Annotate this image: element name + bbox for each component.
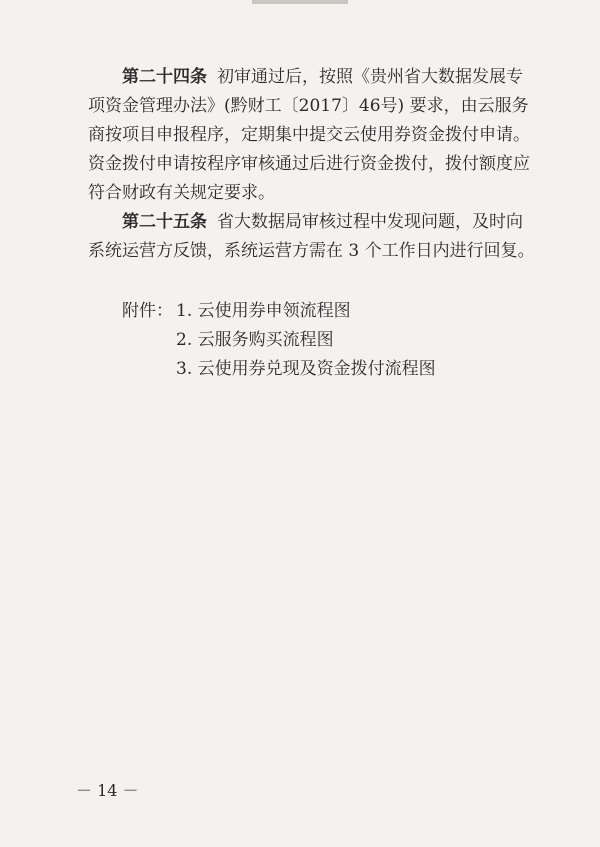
- article-24-line-3: 商按项目申报程序，定期集中提交云使用券资金拨付申请。: [88, 125, 530, 145]
- attachments-label: 附件：: [122, 301, 173, 321]
- article-24: [88, 63, 528, 208]
- attachment-item: 3. 云使用券兑现及资金拨付流程图: [176, 359, 436, 379]
- article-24-line-2: 项资金管理办法》(黔财工〔2017〕46号) 要求，由云服务: [88, 96, 529, 116]
- article-24-line-5: 符合财政有关规定要求。: [88, 183, 275, 203]
- attachment-item: 附件： 1. 云使用券申领流程图: [122, 297, 436, 326]
- attachments-list: [122, 297, 436, 384]
- article-24-line-1: 第二十四条 初审通过后，按照《贵州省大数据发展专: [122, 67, 523, 87]
- article-24-number: 第二十四条: [122, 67, 207, 87]
- article-25-number: 第二十五条: [122, 212, 207, 232]
- article-25-line-2: 系统运营方反馈，系统运营方需在 3 个工作日内进行回复。: [88, 241, 535, 261]
- attachment-item: 2. 云服务购买流程图: [176, 330, 334, 350]
- article-25-line-1: 第二十五条 省大数据局审核过程中发现问题，及时向: [122, 212, 523, 232]
- scan-edge-mark: [252, 0, 348, 4]
- article-25: [88, 208, 535, 266]
- article-24-line-4: 资金拨付申请按程序审核通过后进行资金拨付，拨付额度应: [88, 154, 530, 174]
- page-number: － 14 －: [76, 781, 139, 800]
